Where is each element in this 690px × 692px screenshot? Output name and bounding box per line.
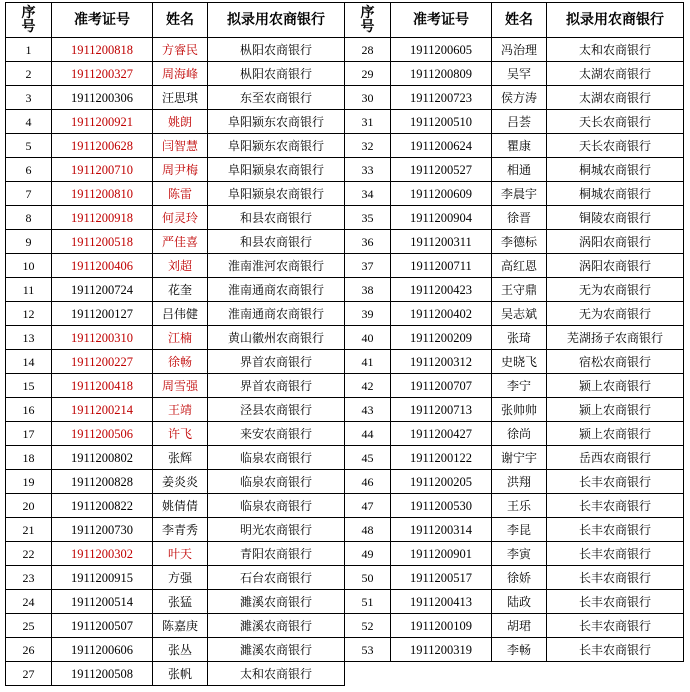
cell-bank: 淮南淮河农商银行 bbox=[208, 254, 345, 278]
header-row bbox=[6, 3, 345, 38]
table-row bbox=[6, 158, 345, 182]
cell-exam-id: 1911200302 bbox=[52, 542, 153, 566]
cell-exam-id: 1911200810 bbox=[52, 182, 153, 206]
table-row bbox=[6, 470, 345, 494]
table-row bbox=[6, 422, 345, 446]
cell-bank: 和县农商银行 bbox=[208, 230, 345, 254]
cell-bank: 太湖农商银行 bbox=[547, 86, 684, 110]
cell-exam-id: 1911200311 bbox=[391, 230, 492, 254]
cell-exam-id: 1911200822 bbox=[52, 494, 153, 518]
cell-seq: 15 bbox=[6, 374, 52, 398]
cell-bank: 太和农商银行 bbox=[547, 38, 684, 62]
cell-bank: 天长农商银行 bbox=[547, 110, 684, 134]
cell-name: 谢宁宇 bbox=[492, 446, 547, 470]
cell-seq: 29 bbox=[345, 62, 391, 86]
cell-name: 李寅 bbox=[492, 542, 547, 566]
cell-bank: 来安农商银行 bbox=[208, 422, 345, 446]
cell-name: 张丛 bbox=[153, 638, 208, 662]
header-bank: 拟录用农商银行 bbox=[547, 3, 684, 38]
cell-seq: 14 bbox=[6, 350, 52, 374]
cell-seq: 41 bbox=[345, 350, 391, 374]
cell-exam-id: 1911200517 bbox=[391, 566, 492, 590]
cell-bank: 颍上农商银行 bbox=[547, 422, 684, 446]
cell-bank: 长丰农商银行 bbox=[547, 566, 684, 590]
cell-bank: 阜阳颍泉农商银行 bbox=[208, 158, 345, 182]
cell-bank: 长丰农商银行 bbox=[547, 494, 684, 518]
cell-name: 周海峰 bbox=[153, 62, 208, 86]
cell-seq: 9 bbox=[6, 230, 52, 254]
cell-name: 许飞 bbox=[153, 422, 208, 446]
cell-seq: 48 bbox=[345, 518, 391, 542]
cell-name: 吕伟健 bbox=[153, 302, 208, 326]
table-row bbox=[345, 638, 684, 662]
cell-name: 严佳喜 bbox=[153, 230, 208, 254]
header-exam-id: 准考证号 bbox=[52, 3, 153, 38]
cell-exam-id: 1911200402 bbox=[391, 302, 492, 326]
cell-seq: 13 bbox=[6, 326, 52, 350]
cell-name: 高红恩 bbox=[492, 254, 547, 278]
cell-seq: 1 bbox=[6, 38, 52, 62]
cell-name: 汪思琪 bbox=[153, 86, 208, 110]
header-bank: 拟录用农商银行 bbox=[208, 3, 345, 38]
cell-exam-id: 1911200606 bbox=[52, 638, 153, 662]
cell-bank: 桐城农商银行 bbox=[547, 158, 684, 182]
table-row bbox=[6, 566, 345, 590]
cell-seq: 6 bbox=[6, 158, 52, 182]
cell-exam-id: 1911200312 bbox=[391, 350, 492, 374]
cell-seq: 17 bbox=[6, 422, 52, 446]
cell-exam-id: 1911200205 bbox=[391, 470, 492, 494]
cell-seq: 31 bbox=[345, 110, 391, 134]
cell-name: 王守鼎 bbox=[492, 278, 547, 302]
cell-exam-id: 1911200423 bbox=[391, 278, 492, 302]
table-row bbox=[345, 182, 684, 206]
cell-seq: 19 bbox=[6, 470, 52, 494]
table-row bbox=[345, 62, 684, 86]
cell-exam-id: 1911200506 bbox=[52, 422, 153, 446]
cell-seq: 38 bbox=[345, 278, 391, 302]
table-row bbox=[6, 86, 345, 110]
table-row bbox=[345, 254, 684, 278]
cell-exam-id: 1911200510 bbox=[391, 110, 492, 134]
cell-exam-id: 1911200713 bbox=[391, 398, 492, 422]
cell-exam-id: 1911200724 bbox=[52, 278, 153, 302]
cell-seq: 49 bbox=[345, 542, 391, 566]
table-body-left bbox=[6, 38, 345, 686]
cell-exam-id: 1911200306 bbox=[52, 86, 153, 110]
cell-name: 陈嘉庚 bbox=[153, 614, 208, 638]
cell-seq: 8 bbox=[6, 206, 52, 230]
cell-name: 李青秀 bbox=[153, 518, 208, 542]
table-row bbox=[345, 446, 684, 470]
cell-seq: 50 bbox=[345, 566, 391, 590]
cell-exam-id: 1911200901 bbox=[391, 542, 492, 566]
cell-bank: 阜阳颍泉农商银行 bbox=[208, 182, 345, 206]
cell-bank: 宿松农商银行 bbox=[547, 350, 684, 374]
cell-seq: 28 bbox=[345, 38, 391, 62]
cell-seq: 11 bbox=[6, 278, 52, 302]
cell-bank: 和县农商银行 bbox=[208, 206, 345, 230]
table-row bbox=[345, 86, 684, 110]
cell-name: 吴志斌 bbox=[492, 302, 547, 326]
cell-seq: 51 bbox=[345, 590, 391, 614]
cell-exam-id: 1911200327 bbox=[52, 62, 153, 86]
cell-name: 徐尚 bbox=[492, 422, 547, 446]
cell-seq: 46 bbox=[345, 470, 391, 494]
cell-seq: 40 bbox=[345, 326, 391, 350]
cell-name: 陈雷 bbox=[153, 182, 208, 206]
cell-exam-id: 1911200518 bbox=[52, 230, 153, 254]
cell-name: 吴罕 bbox=[492, 62, 547, 86]
cell-name: 李晨宇 bbox=[492, 182, 547, 206]
table-row bbox=[6, 206, 345, 230]
cell-seq: 43 bbox=[345, 398, 391, 422]
cell-exam-id: 1911200214 bbox=[52, 398, 153, 422]
cell-exam-id: 1911200122 bbox=[391, 446, 492, 470]
cell-bank: 青阳农商银行 bbox=[208, 542, 345, 566]
cell-bank: 芜湖扬子农商银行 bbox=[547, 326, 684, 350]
cell-name: 李德标 bbox=[492, 230, 547, 254]
cell-exam-id: 1911200710 bbox=[52, 158, 153, 182]
cell-bank: 铜陵农商银行 bbox=[547, 206, 684, 230]
cell-exam-id: 1911200628 bbox=[52, 134, 153, 158]
table-row bbox=[6, 662, 345, 686]
table-row bbox=[6, 230, 345, 254]
cell-name: 李畅 bbox=[492, 638, 547, 662]
cell-seq: 37 bbox=[345, 254, 391, 278]
cell-seq: 53 bbox=[345, 638, 391, 662]
cell-exam-id: 1911200609 bbox=[391, 182, 492, 206]
cell-name: 周尹梅 bbox=[153, 158, 208, 182]
table-row bbox=[345, 470, 684, 494]
header-seq: 序号 bbox=[6, 3, 52, 38]
table-row bbox=[345, 566, 684, 590]
cell-name: 侯方涛 bbox=[492, 86, 547, 110]
cell-seq: 42 bbox=[345, 374, 391, 398]
cell-bank: 阜阳颍东农商银行 bbox=[208, 134, 345, 158]
cell-name: 闫智慧 bbox=[153, 134, 208, 158]
table-row bbox=[345, 518, 684, 542]
table-row bbox=[6, 38, 345, 62]
table-row bbox=[345, 350, 684, 374]
table-row bbox=[6, 590, 345, 614]
cell-bank: 临泉农商银行 bbox=[208, 446, 345, 470]
table-row bbox=[6, 326, 345, 350]
cell-seq: 21 bbox=[6, 518, 52, 542]
cell-name: 方睿民 bbox=[153, 38, 208, 62]
table-row bbox=[345, 542, 684, 566]
cell-bank: 枞阳农商银行 bbox=[208, 62, 345, 86]
cell-name: 陆政 bbox=[492, 590, 547, 614]
cell-seq: 18 bbox=[6, 446, 52, 470]
cell-seq: 35 bbox=[345, 206, 391, 230]
roster-table-right bbox=[344, 2, 684, 662]
cell-bank: 颍上农商银行 bbox=[547, 374, 684, 398]
cell-bank: 长丰农商银行 bbox=[547, 590, 684, 614]
cell-bank: 淮南通商农商银行 bbox=[208, 278, 345, 302]
table-row bbox=[345, 110, 684, 134]
cell-name: 胡珺 bbox=[492, 614, 547, 638]
cell-bank: 泾县农商银行 bbox=[208, 398, 345, 422]
cell-seq: 44 bbox=[345, 422, 391, 446]
cell-exam-id: 1911200730 bbox=[52, 518, 153, 542]
cell-bank: 无为农商银行 bbox=[547, 278, 684, 302]
cell-seq: 5 bbox=[6, 134, 52, 158]
cell-bank: 太和农商银行 bbox=[208, 662, 345, 686]
cell-exam-id: 1911200413 bbox=[391, 590, 492, 614]
cell-name: 花奎 bbox=[153, 278, 208, 302]
cell-exam-id: 1911200508 bbox=[52, 662, 153, 686]
cell-seq: 30 bbox=[345, 86, 391, 110]
table-row bbox=[6, 638, 345, 662]
cell-name: 相通 bbox=[492, 158, 547, 182]
cell-bank: 长丰农商银行 bbox=[547, 614, 684, 638]
cell-name: 周雪强 bbox=[153, 374, 208, 398]
cell-bank: 明光农商银行 bbox=[208, 518, 345, 542]
cell-bank: 桐城农商银行 bbox=[547, 182, 684, 206]
header-name: 姓名 bbox=[492, 3, 547, 38]
cell-exam-id: 1911200507 bbox=[52, 614, 153, 638]
cell-name: 徐娇 bbox=[492, 566, 547, 590]
cell-seq: 7 bbox=[6, 182, 52, 206]
cell-name: 王乐 bbox=[492, 494, 547, 518]
cell-name: 何灵玲 bbox=[153, 206, 208, 230]
cell-exam-id: 1911200314 bbox=[391, 518, 492, 542]
table-row bbox=[6, 494, 345, 518]
cell-exam-id: 1911200818 bbox=[52, 38, 153, 62]
cell-bank: 濉溪农商银行 bbox=[208, 638, 345, 662]
cell-bank: 长丰农商银行 bbox=[547, 638, 684, 662]
cell-bank: 枞阳农商银行 bbox=[208, 38, 345, 62]
cell-bank: 濉溪农商银行 bbox=[208, 590, 345, 614]
cell-seq: 10 bbox=[6, 254, 52, 278]
cell-seq: 12 bbox=[6, 302, 52, 326]
table-row bbox=[6, 614, 345, 638]
cell-exam-id: 1911200918 bbox=[52, 206, 153, 230]
cell-bank: 石台农商银行 bbox=[208, 566, 345, 590]
table-row bbox=[6, 398, 345, 422]
cell-seq: 4 bbox=[6, 110, 52, 134]
table-row bbox=[6, 374, 345, 398]
cell-exam-id: 1911200828 bbox=[52, 470, 153, 494]
cell-bank: 黄山徽州农商银行 bbox=[208, 326, 345, 350]
cell-bank: 无为农商银行 bbox=[547, 302, 684, 326]
cell-bank: 阜阳颍东农商银行 bbox=[208, 110, 345, 134]
cell-exam-id: 1911200127 bbox=[52, 302, 153, 326]
header-seq: 序号 bbox=[345, 3, 391, 38]
cell-bank: 涡阳农商银行 bbox=[547, 230, 684, 254]
cell-bank: 临泉农商银行 bbox=[208, 470, 345, 494]
cell-seq: 20 bbox=[6, 494, 52, 518]
cell-seq: 47 bbox=[345, 494, 391, 518]
table-row bbox=[6, 254, 345, 278]
cell-name: 吕荟 bbox=[492, 110, 547, 134]
cell-name: 方强 bbox=[153, 566, 208, 590]
table-row bbox=[345, 278, 684, 302]
table-row bbox=[345, 158, 684, 182]
header-exam-id: 准考证号 bbox=[391, 3, 492, 38]
cell-name: 江楠 bbox=[153, 326, 208, 350]
cell-name: 徐畅 bbox=[153, 350, 208, 374]
cell-name: 张辉 bbox=[153, 446, 208, 470]
cell-name: 叶天 bbox=[153, 542, 208, 566]
cell-seq: 45 bbox=[345, 446, 391, 470]
cell-name: 洪翔 bbox=[492, 470, 547, 494]
table-row bbox=[345, 374, 684, 398]
cell-exam-id: 1911200605 bbox=[391, 38, 492, 62]
header-row bbox=[345, 3, 684, 38]
table-row bbox=[6, 542, 345, 566]
cell-bank: 濉溪农商银行 bbox=[208, 614, 345, 638]
roster-table-left bbox=[5, 2, 345, 686]
cell-exam-id: 1911200921 bbox=[52, 110, 153, 134]
table-row bbox=[345, 230, 684, 254]
cell-exam-id: 1911200406 bbox=[52, 254, 153, 278]
table-row bbox=[345, 302, 684, 326]
cell-seq: 27 bbox=[6, 662, 52, 686]
table-row bbox=[6, 446, 345, 470]
table-row bbox=[6, 350, 345, 374]
cell-seq: 52 bbox=[345, 614, 391, 638]
cell-name: 姚倩倩 bbox=[153, 494, 208, 518]
cell-bank: 东至农商银行 bbox=[208, 86, 345, 110]
cell-bank: 岳西农商银行 bbox=[547, 446, 684, 470]
cell-exam-id: 1911200514 bbox=[52, 590, 153, 614]
cell-seq: 39 bbox=[345, 302, 391, 326]
cell-bank: 长丰农商银行 bbox=[547, 470, 684, 494]
cell-seq: 3 bbox=[6, 86, 52, 110]
cell-bank: 颍上农商银行 bbox=[547, 398, 684, 422]
cell-name: 张帅帅 bbox=[492, 398, 547, 422]
cell-exam-id: 1911200227 bbox=[52, 350, 153, 374]
cell-name: 冯治理 bbox=[492, 38, 547, 62]
cell-seq: 32 bbox=[345, 134, 391, 158]
cell-exam-id: 1911200319 bbox=[391, 638, 492, 662]
cell-bank: 临泉农商银行 bbox=[208, 494, 345, 518]
table-row bbox=[345, 614, 684, 638]
table-row bbox=[345, 590, 684, 614]
cell-bank: 长丰农商银行 bbox=[547, 542, 684, 566]
cell-name: 姚朗 bbox=[153, 110, 208, 134]
table-row bbox=[6, 134, 345, 158]
cell-exam-id: 1911200915 bbox=[52, 566, 153, 590]
table-body-right bbox=[345, 38, 684, 662]
table-row bbox=[6, 182, 345, 206]
cell-exam-id: 1911200427 bbox=[391, 422, 492, 446]
table-row bbox=[345, 134, 684, 158]
cell-bank: 涡阳农商银行 bbox=[547, 254, 684, 278]
cell-bank: 淮南通商农商银行 bbox=[208, 302, 345, 326]
cell-seq: 24 bbox=[6, 590, 52, 614]
cell-name: 张琦 bbox=[492, 326, 547, 350]
table-row bbox=[345, 38, 684, 62]
table-row bbox=[6, 302, 345, 326]
cell-name: 瞿康 bbox=[492, 134, 547, 158]
cell-name: 徐晋 bbox=[492, 206, 547, 230]
header-name: 姓名 bbox=[153, 3, 208, 38]
cell-seq: 33 bbox=[345, 158, 391, 182]
cell-name: 李宁 bbox=[492, 374, 547, 398]
table-row bbox=[345, 398, 684, 422]
cell-exam-id: 1911200711 bbox=[391, 254, 492, 278]
cell-exam-id: 1911200904 bbox=[391, 206, 492, 230]
cell-name: 史晓飞 bbox=[492, 350, 547, 374]
cell-name: 张猛 bbox=[153, 590, 208, 614]
cell-exam-id: 1911200707 bbox=[391, 374, 492, 398]
cell-exam-id: 1911200802 bbox=[52, 446, 153, 470]
table-row bbox=[6, 518, 345, 542]
cell-bank: 天长农商银行 bbox=[547, 134, 684, 158]
cell-bank: 界首农商银行 bbox=[208, 374, 345, 398]
table-row bbox=[345, 206, 684, 230]
cell-exam-id: 1911200809 bbox=[391, 62, 492, 86]
cell-exam-id: 1911200418 bbox=[52, 374, 153, 398]
table-row bbox=[6, 62, 345, 86]
table-row bbox=[6, 110, 345, 134]
cell-bank: 长丰农商银行 bbox=[547, 518, 684, 542]
cell-seq: 2 bbox=[6, 62, 52, 86]
cell-seq: 36 bbox=[345, 230, 391, 254]
cell-exam-id: 1911200527 bbox=[391, 158, 492, 182]
cell-seq: 23 bbox=[6, 566, 52, 590]
cell-exam-id: 1911200624 bbox=[391, 134, 492, 158]
cell-exam-id: 1911200530 bbox=[391, 494, 492, 518]
cell-seq: 25 bbox=[6, 614, 52, 638]
table-row bbox=[345, 326, 684, 350]
cell-seq: 34 bbox=[345, 182, 391, 206]
cell-exam-id: 1911200310 bbox=[52, 326, 153, 350]
cell-bank: 界首农商银行 bbox=[208, 350, 345, 374]
cell-name: 刘超 bbox=[153, 254, 208, 278]
cell-bank: 太湖农商银行 bbox=[547, 62, 684, 86]
cell-name: 王靖 bbox=[153, 398, 208, 422]
cell-exam-id: 1911200723 bbox=[391, 86, 492, 110]
cell-exam-id: 1911200109 bbox=[391, 614, 492, 638]
table-row bbox=[345, 494, 684, 518]
cell-name: 李昆 bbox=[492, 518, 547, 542]
cell-exam-id: 1911200209 bbox=[391, 326, 492, 350]
cell-name: 张帆 bbox=[153, 662, 208, 686]
table-row bbox=[345, 422, 684, 446]
table-row bbox=[6, 278, 345, 302]
cell-seq: 22 bbox=[6, 542, 52, 566]
cell-seq: 16 bbox=[6, 398, 52, 422]
cell-seq: 26 bbox=[6, 638, 52, 662]
cell-name: 姜炎炎 bbox=[153, 470, 208, 494]
